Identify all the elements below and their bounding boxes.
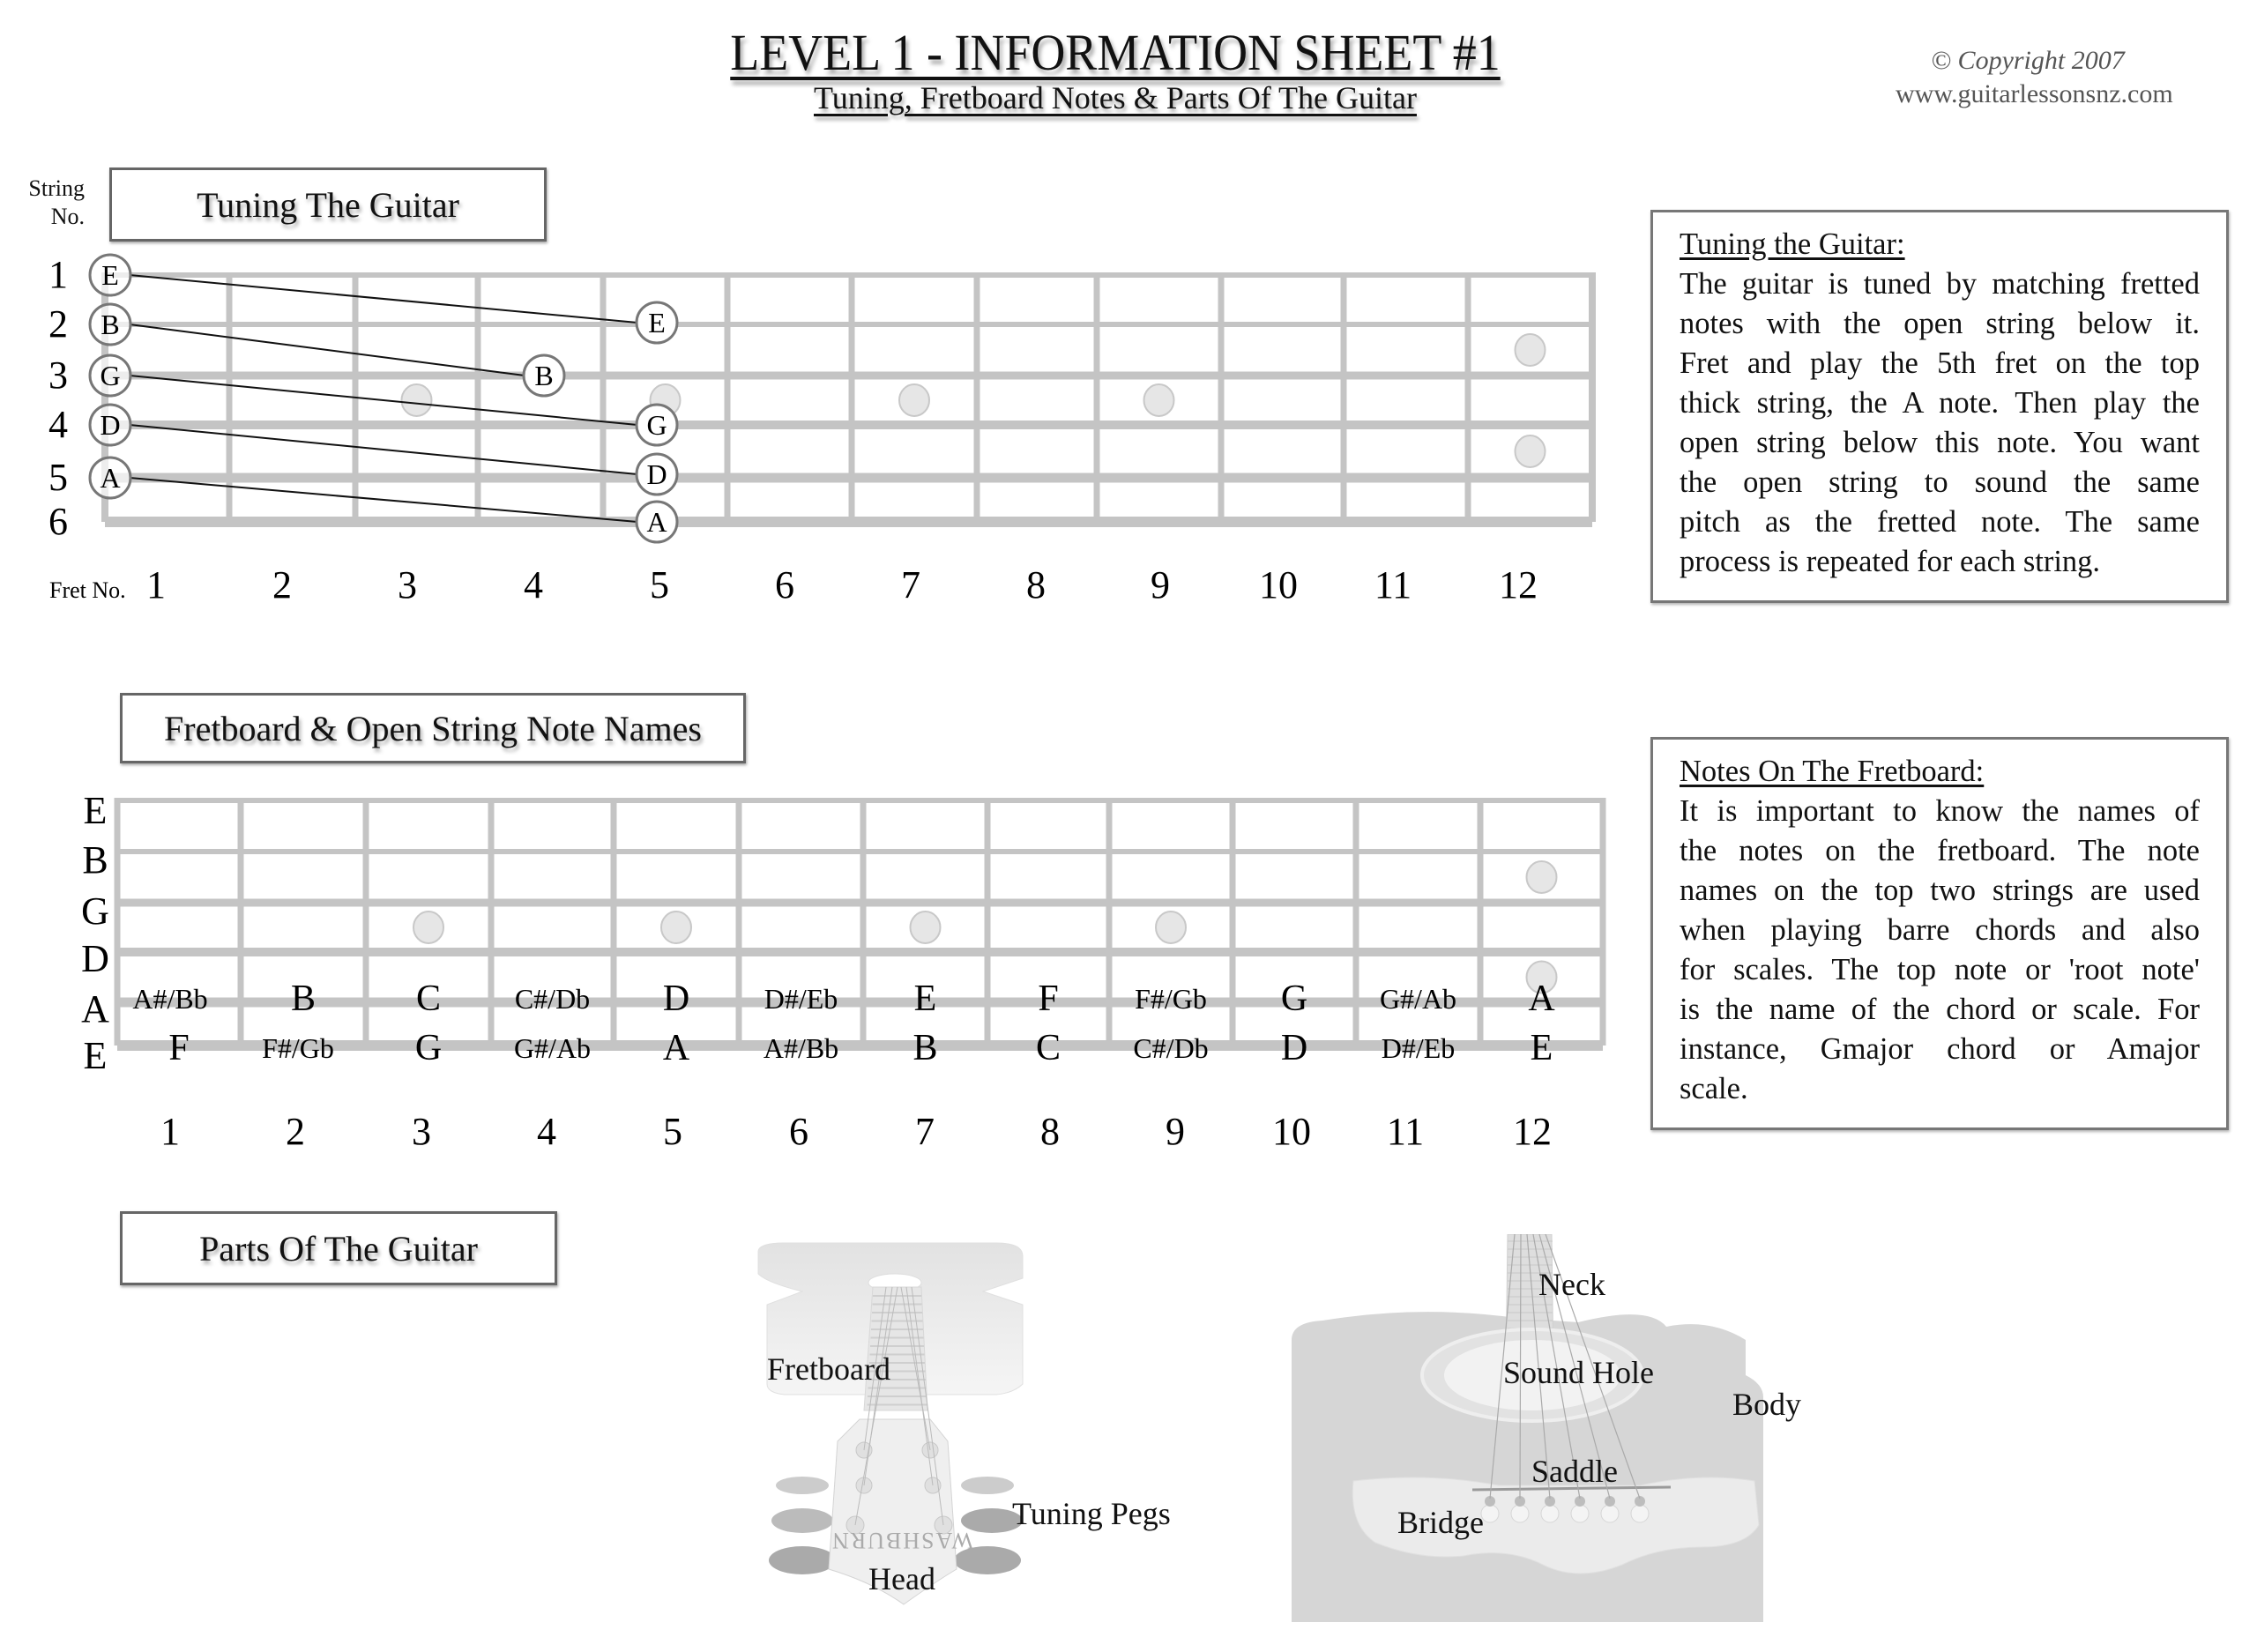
tuning-string-numbers	[48, 253, 68, 543]
fret-inlay-dot	[1516, 435, 1546, 467]
headstock-illustration	[732, 1234, 1225, 1622]
section-title-fretboard: Fretboard & Open String Note Names	[120, 693, 746, 763]
fret-inlay-dot	[899, 384, 929, 416]
info-line: the notes on the fretboard. The note	[1680, 834, 2200, 867]
string-number: 5	[48, 456, 68, 499]
info-line: names on the top two strings are used	[1680, 874, 2200, 907]
a-string-note: C	[415, 979, 442, 1019]
fret-number: 2	[272, 563, 292, 606]
tuning-fretboard-grid	[105, 272, 1592, 522]
tuning-connect-lines	[130, 275, 637, 522]
open-note-label: E	[101, 259, 119, 291]
fretted-note-label: E	[648, 307, 666, 339]
bridge-pin	[1571, 1505, 1589, 1522]
fret-number: 1	[160, 1110, 180, 1153]
e-string-note: F#/Gb	[262, 1032, 334, 1064]
fret-number: 10	[1272, 1110, 1311, 1153]
a-string-note: G	[1280, 979, 1308, 1019]
info-line: Fret and play the 5th fret on the top	[1680, 346, 2200, 380]
fret-number: 3	[398, 563, 417, 606]
bridge-pin	[1601, 1505, 1619, 1522]
fretted-note-label: A	[646, 506, 667, 538]
fret-number: 11	[1374, 563, 1412, 606]
headstock-logo: WASHBURN	[831, 1528, 973, 1553]
bridge-pin	[1511, 1505, 1529, 1522]
open-string-label: G	[81, 889, 109, 933]
fretted-note-label: G	[646, 409, 667, 441]
fret-number: 5	[663, 1110, 682, 1153]
info-line: open string below this note. You want	[1680, 426, 2200, 459]
a-string-note: E	[913, 979, 937, 1019]
fret-number: 12	[1499, 563, 1538, 606]
fret-number: 5	[650, 563, 669, 606]
fret-number: 7	[915, 1110, 935, 1153]
e-string-note: D#/Eb	[1381, 1032, 1456, 1064]
fret-inlay-dot	[1144, 384, 1174, 416]
tuning-connect-line	[130, 425, 637, 474]
label-body: Body	[1732, 1387, 1802, 1422]
info-line: The guitar is tuned by matching fretted	[1680, 267, 2200, 301]
a-string-note: A	[1528, 979, 1555, 1019]
tuning-info-text	[1680, 264, 2200, 582]
page-subtitle: Tuning, Fretboard Notes & Parts Of The Guitar	[814, 80, 1417, 115]
open-note-label: A	[100, 462, 121, 494]
section-title-tuning: Tuning The Guitar	[109, 167, 547, 242]
info-line: for scales. The top note or 'root note'	[1680, 953, 2200, 986]
info-line: It is important to know the names of	[1680, 794, 2200, 828]
open-string-label: E	[83, 789, 108, 832]
fret-inlay-dot	[1516, 334, 1546, 366]
bridge-pin	[1541, 1505, 1559, 1522]
string-number: 3	[48, 353, 68, 397]
tuning-connect-line	[130, 478, 637, 522]
e-string-note: D	[1280, 1028, 1308, 1068]
fret-number: 6	[789, 1110, 808, 1153]
label-tuning-pegs: Tuning Pegs	[1012, 1496, 1171, 1531]
open-string-label: D	[81, 937, 109, 980]
a-string-note: D	[662, 979, 690, 1019]
info-line: process is repeated for each string.	[1680, 545, 2101, 578]
fretboard-info-box	[1650, 737, 2229, 1130]
e-string-note: A#/Bb	[763, 1032, 839, 1064]
tuning-connect-line	[130, 275, 637, 323]
info-line: instance, Gmajor chord or Amajor	[1680, 1032, 2200, 1066]
fret-number: 9	[1166, 1110, 1185, 1153]
fret-no-label: Fret No.	[49, 577, 126, 603]
notes-fret-numbers	[160, 1110, 1552, 1153]
info-line: notes with the open string below it.	[1680, 307, 2200, 340]
tuning-inlays	[402, 334, 1546, 467]
open-string-label: A	[81, 987, 109, 1031]
tuning-info-box	[1650, 210, 2229, 603]
fret-number: 12	[1513, 1110, 1552, 1153]
fret-number: 1	[146, 563, 166, 606]
bridge-pin	[1481, 1505, 1499, 1522]
label-fretboard: Fretboard	[767, 1351, 890, 1387]
fret-inlay-dot	[413, 912, 443, 943]
open-string-labels	[81, 789, 109, 1077]
copyright-block	[1896, 44, 2173, 111]
e-string-note: G	[414, 1028, 443, 1068]
info-line: pitch as the fretted note. The same	[1680, 505, 2200, 539]
bridge-pin	[1631, 1505, 1649, 1522]
page-title: LEVEL 1 - INFORMATION SHEET #1	[730, 24, 1501, 81]
website-text: www.guitarlessonsnz.com	[1896, 79, 2173, 108]
open-note-label: D	[100, 409, 121, 441]
string-label: String	[28, 175, 85, 201]
info-line: the open string to sound the same	[1680, 465, 2200, 499]
a-string-note: C#/Db	[514, 983, 591, 1015]
label-sound-hole: Sound Hole	[1503, 1355, 1654, 1390]
neck-shape	[864, 1287, 927, 1410]
tuning-fret-numbers	[146, 563, 1538, 606]
fret-number: 7	[901, 563, 920, 606]
fret-number: 8	[1040, 1110, 1060, 1153]
tuning-info-heading: Tuning the Guitar:	[1680, 227, 1905, 261]
fret-number: 9	[1151, 563, 1170, 606]
fret-inlay-dot	[1156, 912, 1186, 943]
info-line: is the name of the chord or scale. For	[1680, 993, 2200, 1026]
a-string-note: D#/Eb	[764, 983, 838, 1015]
fret-number: 4	[524, 563, 543, 606]
string-number: 2	[48, 302, 68, 346]
a-string-note: A#/Bb	[132, 983, 208, 1015]
fretted-note-label: B	[534, 360, 554, 391]
a-string-note: B	[290, 979, 317, 1019]
info-line: thick string, the A note. Then play the	[1680, 386, 2200, 420]
fret-inlay-dot	[911, 912, 941, 943]
label-head: Head	[868, 1561, 935, 1596]
fret-inlay-dot	[402, 384, 432, 416]
fret-inlay-dot	[1527, 861, 1557, 893]
tuning-connect-line	[130, 324, 525, 376]
a-string-note: G#/Ab	[1379, 983, 1457, 1015]
tuning-diagram	[0, 247, 1622, 635]
open-note-label: B	[101, 309, 120, 340]
e-string-note: A	[662, 1028, 690, 1068]
info-line: scale.	[1680, 1072, 1748, 1105]
info-line: when playing barre chords and also	[1680, 913, 2200, 947]
fretboard-info-text	[1680, 792, 2200, 1109]
fret-inlay-dot	[661, 912, 691, 943]
fretted-note-label: D	[646, 458, 667, 490]
fret-number: 6	[775, 563, 794, 606]
fret-number: 3	[412, 1110, 431, 1153]
label-saddle: Saddle	[1531, 1454, 1618, 1489]
string-number: 6	[48, 500, 68, 543]
section-title-parts: Parts Of The Guitar	[120, 1211, 557, 1285]
fret-number: 11	[1386, 1110, 1425, 1153]
open-string-label: B	[82, 838, 108, 882]
open-string-label: E	[83, 1034, 108, 1077]
fret-number: 10	[1259, 563, 1298, 606]
a-string-note: F	[1038, 979, 1059, 1019]
label-neck: Neck	[1538, 1267, 1605, 1302]
e-string-note: G#/Ab	[513, 1032, 592, 1064]
label-bridge: Bridge	[1397, 1505, 1484, 1540]
copyright-text: © Copyright 2007	[1931, 46, 2125, 75]
open-note-label: G	[100, 360, 121, 391]
string-number: 1	[48, 253, 68, 296]
a-string-note: F#/Gb	[1135, 983, 1207, 1015]
string-no-label	[19, 175, 85, 231]
e-string-note: B	[912, 1028, 938, 1068]
fret-number: 4	[537, 1110, 556, 1153]
no-label: No.	[50, 204, 85, 229]
e-string-note: C#/Db	[1133, 1032, 1209, 1064]
string-number: 4	[48, 403, 68, 446]
e-string-note: F	[168, 1028, 190, 1068]
e-string-note: E	[1530, 1028, 1553, 1068]
e-string-note: C	[1035, 1028, 1061, 1068]
fretboard-info-heading: Notes On The Fretboard:	[1680, 755, 1985, 788]
fretboard-notes-diagram	[0, 767, 1622, 1155]
fret-number: 2	[286, 1110, 305, 1153]
fret-number: 8	[1026, 563, 1046, 606]
